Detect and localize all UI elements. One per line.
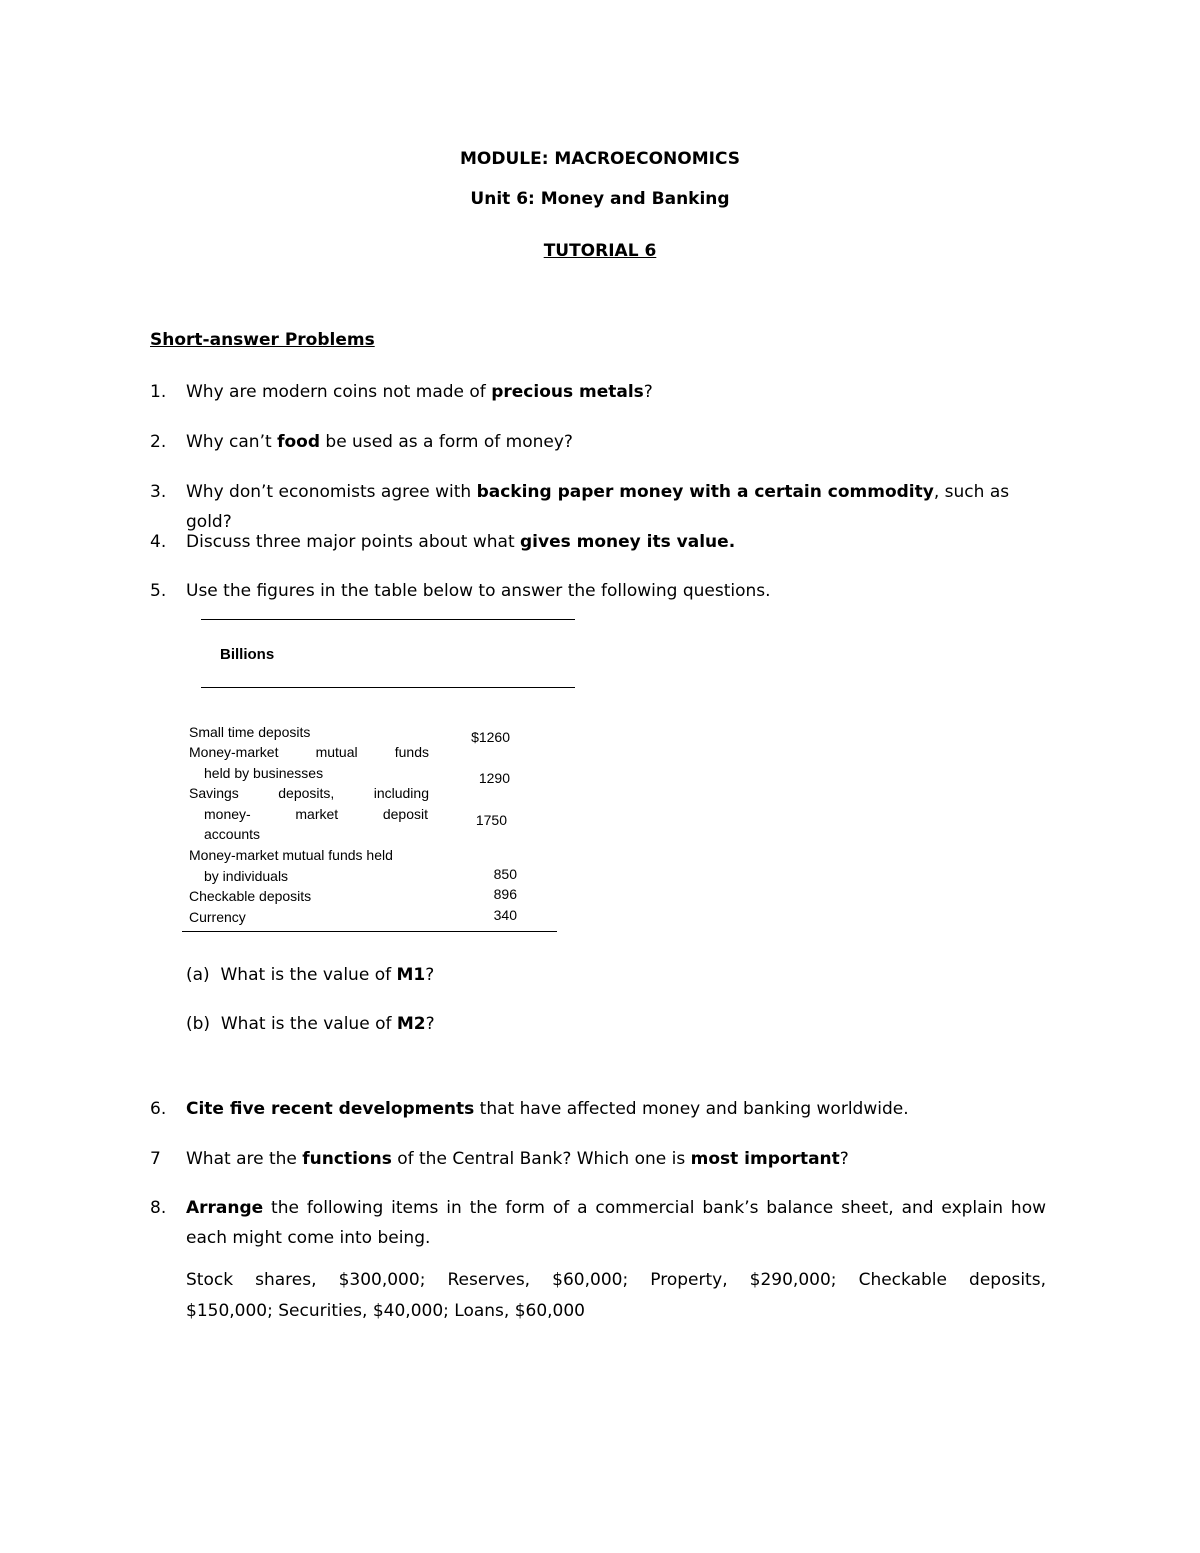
table-bottom-rule bbox=[182, 931, 557, 932]
unit-title: Unit 6: Money and Banking bbox=[470, 189, 730, 209]
question-number: 2. bbox=[150, 432, 167, 452]
table-row-value: 340 bbox=[493, 907, 517, 923]
question-number: 3. bbox=[150, 482, 167, 502]
table-row-value: $1260 bbox=[471, 729, 510, 745]
table-header: Billions bbox=[220, 646, 275, 663]
subquestion-b: (b) What is the value of M2? bbox=[186, 1014, 435, 1034]
question-text: Why don’t economists agree with backing paper money with a certain commodity, such as gold? bbox=[186, 482, 1010, 532]
table-header-rule bbox=[201, 687, 575, 688]
table-row-label: accounts bbox=[204, 826, 261, 842]
question-text-line-2: each might come into being. bbox=[186, 1228, 431, 1248]
question-number: 4. bbox=[150, 532, 167, 552]
section-title: Short-answer Problems bbox=[150, 330, 375, 350]
table-row-label: Money-market mutual funds held bbox=[189, 847, 393, 863]
table-row-value: 1290 bbox=[478, 770, 510, 786]
table-row-label: held by businesses bbox=[204, 765, 324, 781]
question-text: Discuss three major points about what gives money its value. bbox=[186, 532, 736, 552]
question-number: 6. bbox=[150, 1099, 167, 1119]
question-text: Why are modern coins not made of precious metals? bbox=[186, 382, 653, 402]
table-row-value: 896 bbox=[493, 886, 517, 902]
table-row-label: money- market deposit bbox=[204, 806, 428, 822]
question-number: 7 bbox=[150, 1149, 161, 1169]
balance-items-line-1: Stock shares, $300,000; Reserves, $60,000; Property, $290,000; Checkable deposits, bbox=[186, 1270, 1046, 1290]
table-row-label: Savings deposits, including bbox=[189, 785, 429, 801]
table-row-value: 850 bbox=[493, 866, 517, 882]
subquestion-a: (a) What is the value of M1? bbox=[186, 965, 435, 985]
table-row-label: Checkable deposits bbox=[189, 888, 312, 904]
balance-items-line-2: $150,000; Securities, $40,000; Loans, $60,000 bbox=[186, 1301, 586, 1321]
question-text: Cite five recent developments that have affected money and banking worldwide. bbox=[186, 1099, 909, 1119]
table-top-rule bbox=[201, 619, 575, 620]
table-row-label: Currency bbox=[189, 909, 246, 925]
question-number: 5. bbox=[150, 581, 167, 601]
table-row-value: 1750 bbox=[475, 812, 507, 828]
module-title: MODULE: MACROECONOMICS bbox=[459, 149, 741, 169]
table-row-label: Small time deposits bbox=[189, 724, 311, 740]
question-text: What are the functions of the Central Bank? Which one is most important? bbox=[186, 1149, 849, 1169]
tutorial-title: TUTORIAL 6 bbox=[543, 241, 657, 261]
table-row-label: by individuals bbox=[204, 868, 289, 884]
question-text-line-1: Arrange the following items in the form of a commercial bank’s balance sheet, and explain how bbox=[186, 1198, 1046, 1218]
question-number: 1. bbox=[150, 382, 167, 402]
question-number: 8. bbox=[150, 1198, 167, 1218]
question-text: Use the figures in the table below to answer the following questions. bbox=[186, 581, 771, 601]
table-row-label: Money-market mutual funds bbox=[189, 744, 429, 760]
question-text: Why can’t food be used as a form of money? bbox=[186, 432, 573, 452]
question-8 bbox=[150, 1193, 1050, 1323]
